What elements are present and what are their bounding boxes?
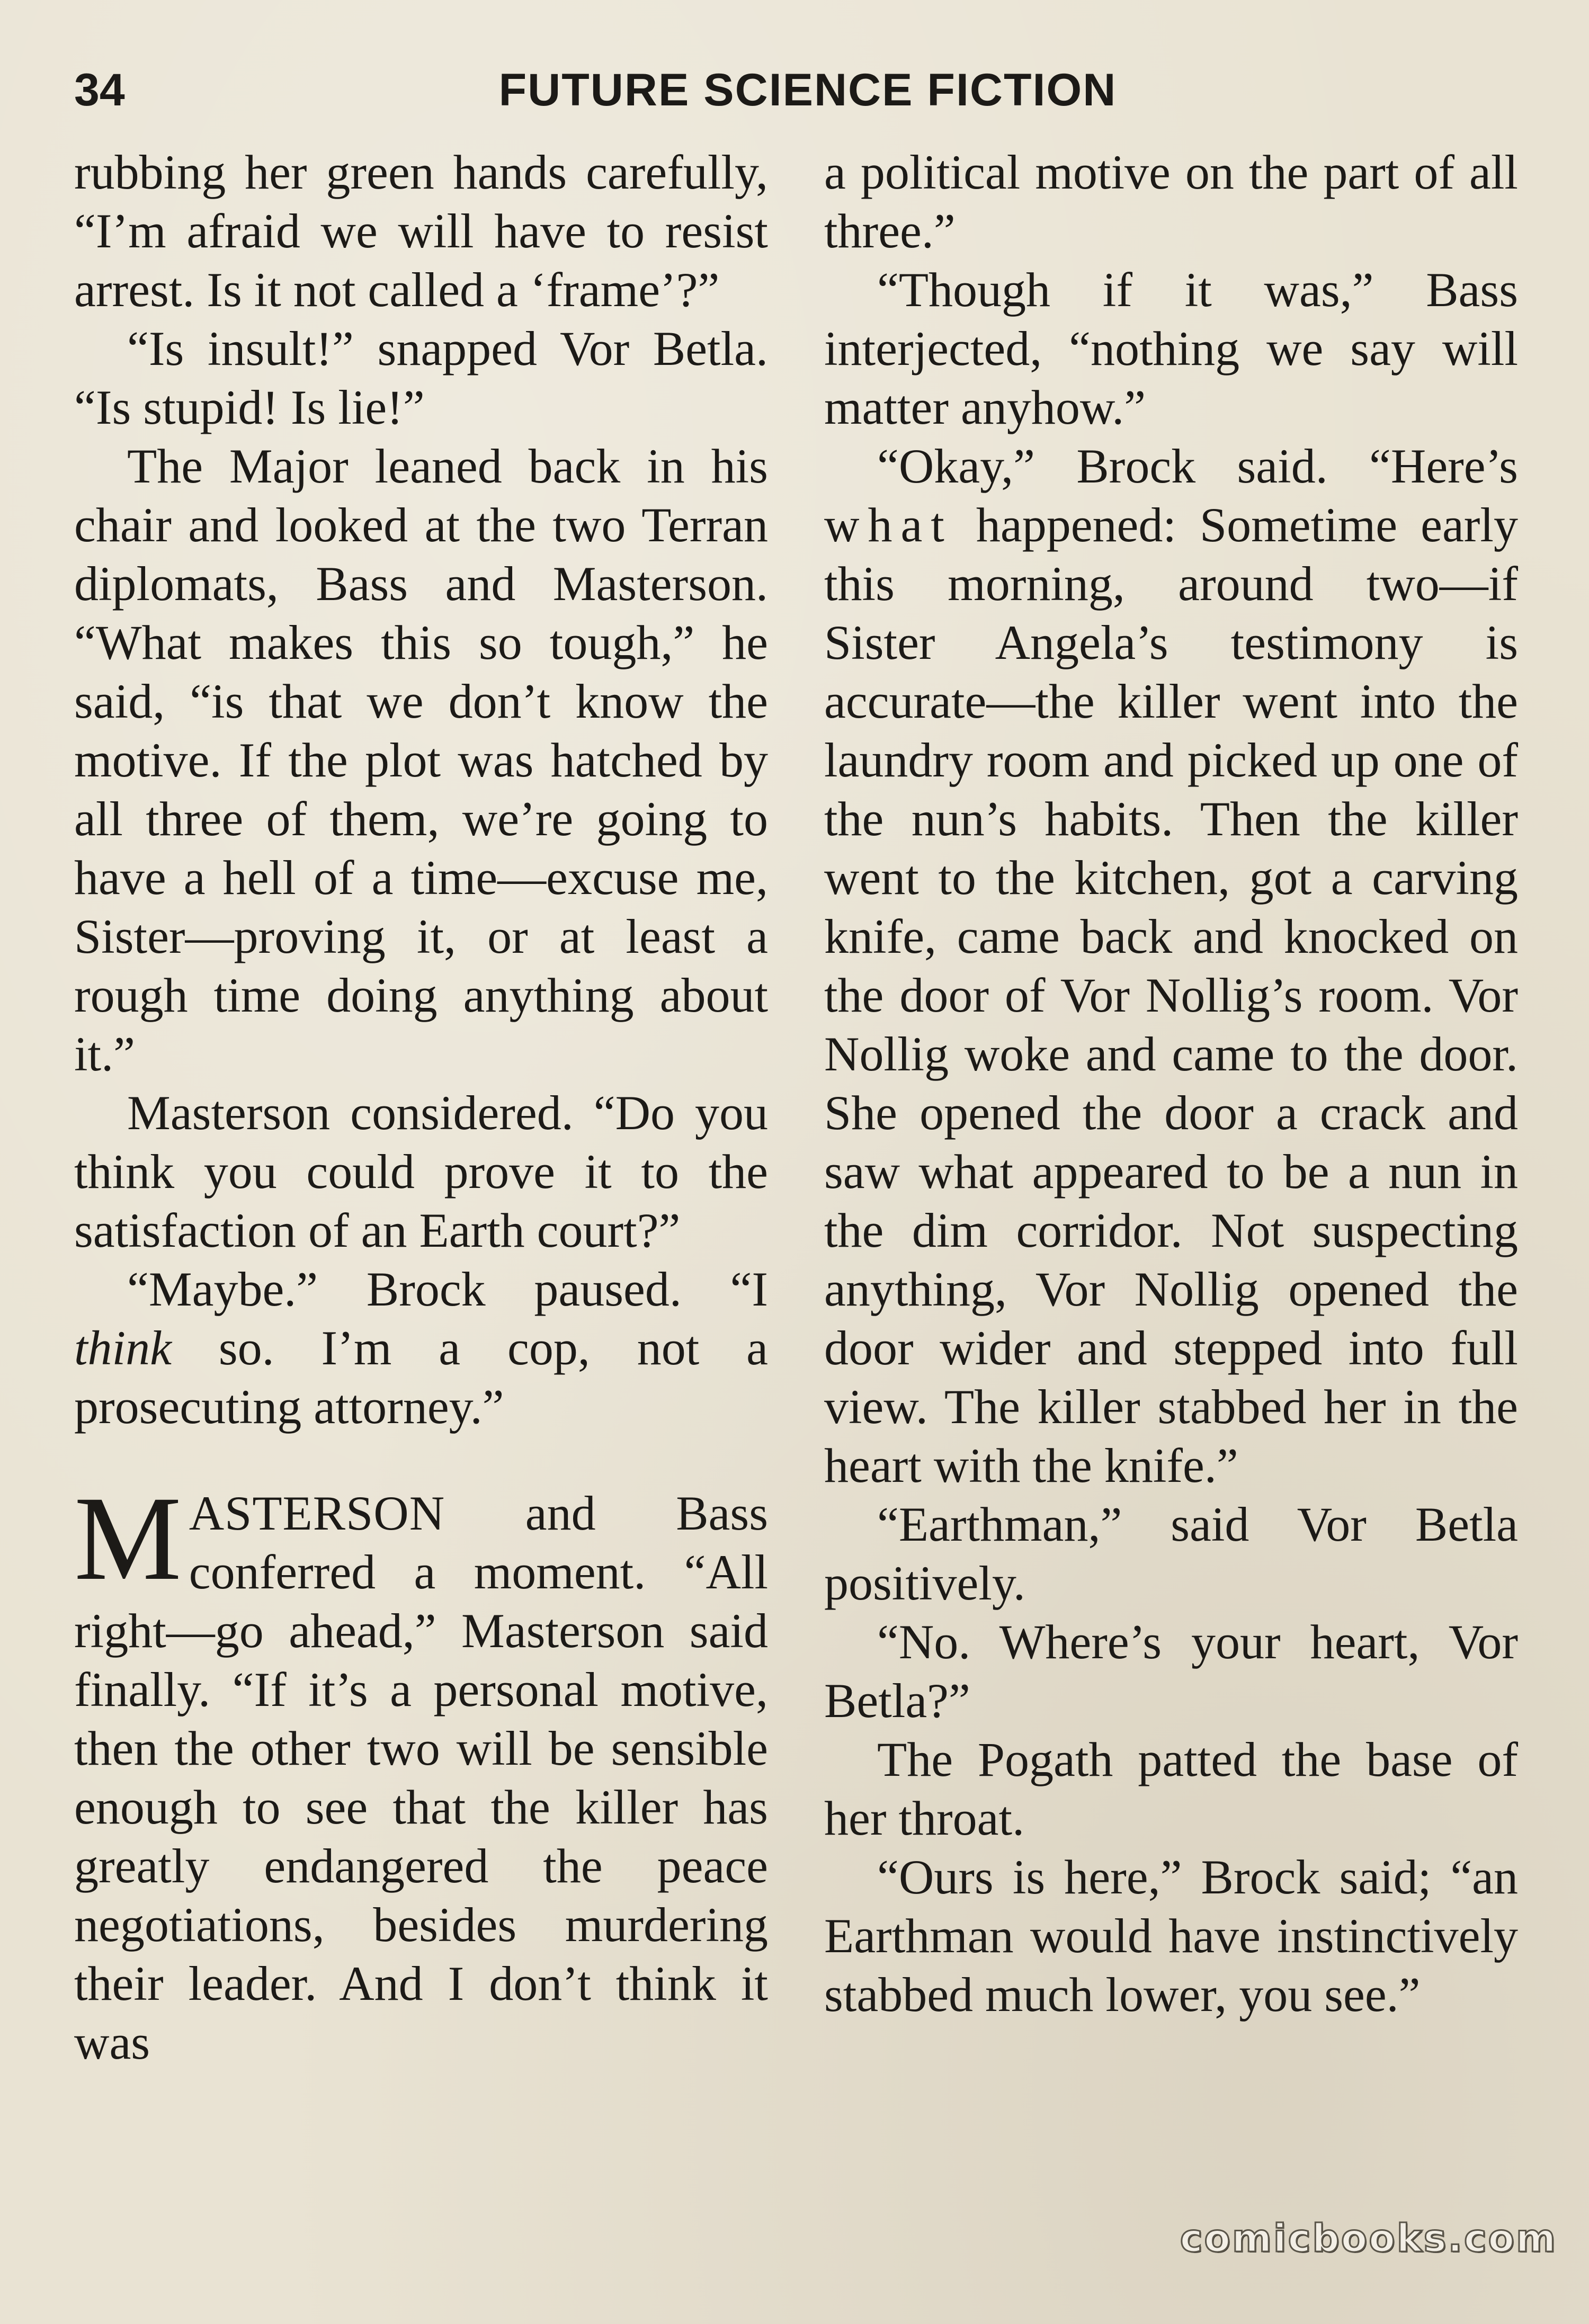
- letterspaced-text: what: [824, 498, 953, 552]
- dropcap-paragraph: [74, 1472, 768, 2072]
- paragraph: “Though if it was,” Bass interjected, “nothing we say will matter anyhow.”: [824, 263, 1518, 434]
- paragraph: [74, 1260, 768, 1436]
- paragraph: rubbing her green hands carefully, “I’m afraid we will have to resist arrest. Is it not called a ‘frame’?”: [74, 145, 768, 317]
- paragraph: “Earthman,” said Vor Betla positively.: [824, 1497, 1518, 1610]
- paragraph: The Pogath patted the base of her throat.: [824, 1732, 1518, 1845]
- right-column: [824, 143, 1518, 2024]
- running-title: FUTURE SCIENCE FICTION: [498, 65, 1117, 115]
- paragraph: [824, 437, 1518, 1495]
- page-number: 34: [74, 65, 125, 115]
- paragraph: “Ours is here,” Brock said; “an Earthman would have instinctively stabbed much lower, you see.”: [824, 1850, 1518, 2022]
- text-run: so. I’m a cop, not a prosecuting attorney.”: [74, 1321, 768, 1434]
- paragraph: “Is insult!” snapped Vor Betla. “Is stupid! Is lie!”: [74, 321, 768, 434]
- small-caps-lead: ASTERSON: [189, 1486, 445, 1540]
- left-column: [74, 143, 768, 2072]
- italic-text: think: [74, 1321, 172, 1375]
- text-run: “Okay,” Brock said. “Here’s: [877, 439, 1518, 493]
- text-run: happened: Sometime early this morning, around two—if Sister Angela’s testimony is accurate—the killer went into the laundry room and picked up one of the nun’s habits. Then the killer went to the kitchen, got a carving knife, came back and knocked on the door of Vor Nollig’s room. Vor Nollig woke and came to the door. She opened the door a crack and saw what appeared to be a nun in the dim corridor. Not suspecting anything, Vor Nollig opened the door wider and stepped into full view. The killer stabbed her in the heart with the knife.”: [824, 498, 1518, 1492]
- watermark: comicbooks.com: [1180, 2216, 1557, 2260]
- paragraph: Masterson considered. “Do you think you could prove it to the satisfaction of an Earth court?”: [74, 1086, 768, 1257]
- page-header: [74, 58, 1520, 122]
- paragraph: “No. Where’s your heart, Vor Betla?”: [824, 1615, 1518, 1728]
- text-run: and Bass conferred a moment. “All right—go ahead,” Masterson said finally. “If it’s a personal motive, then the other two will be sensible enough to see that the killer has greatly endangered the peace negotiations, besides murdering their leader. And I don’t think it was: [74, 1486, 768, 2069]
- text-run: “Maybe.” Brock paused. “I: [127, 1262, 768, 1316]
- drop-cap: M: [74, 1472, 182, 1605]
- paragraph: The Major leaned back in his chair and looked at the two Terran diplomats, Bass and Masterson. “What makes this so tough,” he said, “is that we don’t know the motive. If the plot was hatched by all three of them, we’re going to have a hell of a time—excuse me, Sister—proving it, or at least a rough time doing anything about it.”: [74, 439, 768, 1081]
- paragraph: a political motive on the part of all three.”: [824, 145, 1518, 258]
